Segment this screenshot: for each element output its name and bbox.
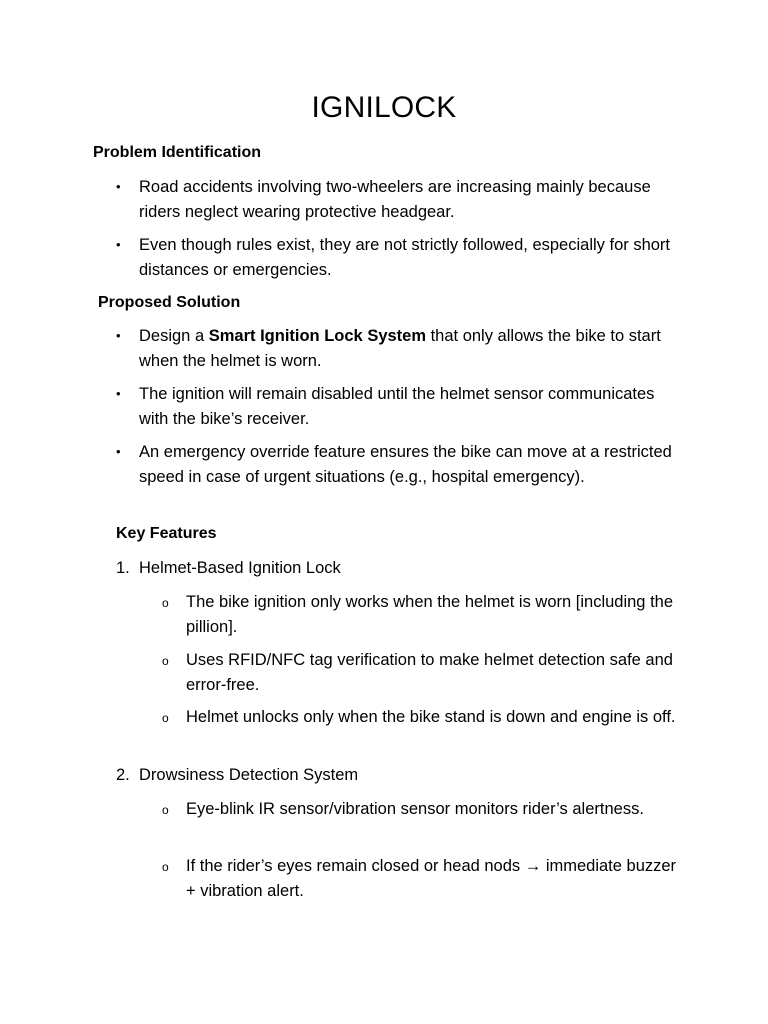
bullet-icon: • xyxy=(116,237,121,252)
features-heading: Key Features xyxy=(116,525,217,542)
bullet-icon: • xyxy=(116,179,121,194)
solution-bullet-1-prefix: Design a xyxy=(139,327,209,345)
feature-2-sub-2: If the rider’s eyes remain closed or head nods → immediate buzzer + vibration alert. xyxy=(186,857,677,900)
feature-1-sub-3: Helmet unlocks only when the bike stand is down and engine is off. xyxy=(186,708,676,726)
problem-bullet-1: Road accidents involving two-wheelers are increasing mainly because riders neglect wearing protective headgear. xyxy=(139,178,651,221)
feature-1-label: Helmet-Based Ignition Lock xyxy=(139,559,341,577)
solution-bullet-3: An emergency override feature ensures the bike can move at a restricted speed in case of urgent situations (e.g., hospital emergency). xyxy=(139,443,672,486)
feature-1-sub-2: Uses RFID/NFC tag verification to make helmet detection safe and error-free. xyxy=(186,651,673,694)
document-title: IGNILOCK xyxy=(311,91,457,124)
sub-bullet-icon: o xyxy=(162,711,169,725)
bullet-icon: • xyxy=(116,444,121,459)
bullet-icon: • xyxy=(116,328,121,343)
sub-bullet-icon: o xyxy=(162,596,169,610)
solution-bullet-2: The ignition will remain disabled until the helmet sensor communicates with the bike’s receiver. xyxy=(139,385,655,428)
sub-bullet-icon: o xyxy=(162,654,169,668)
sub-bullet-icon: o xyxy=(162,860,169,874)
solution-bullet-1-bold: Smart Ignition Lock System xyxy=(208,327,427,345)
feature-1-sub-1: The bike ignition only works when the helmet is worn [including the pillion]. xyxy=(186,593,674,636)
solution-bullet-1-suffix: that only allows the bike to start when the helmet is worn. xyxy=(139,327,661,370)
feature-number-2: 2. xyxy=(116,766,130,784)
feature-2-sub-1: Eye-blink IR sensor/vibration sensor monitors rider’s alertness. xyxy=(186,800,644,818)
feature-2-label: Drowsiness Detection System xyxy=(139,766,359,784)
problem-bullet-2: Even though rules exist, they are not strictly followed, especially for short distances or emergencies. xyxy=(139,236,671,279)
solution-heading: Proposed Solution xyxy=(98,294,241,311)
solution-bullet-1 xyxy=(139,324,684,373)
feature-number-1: 1. xyxy=(116,559,130,577)
problem-heading: Problem Identification xyxy=(93,144,262,161)
sub-bullet-icon: o xyxy=(162,803,169,817)
bullet-icon: • xyxy=(116,386,121,401)
